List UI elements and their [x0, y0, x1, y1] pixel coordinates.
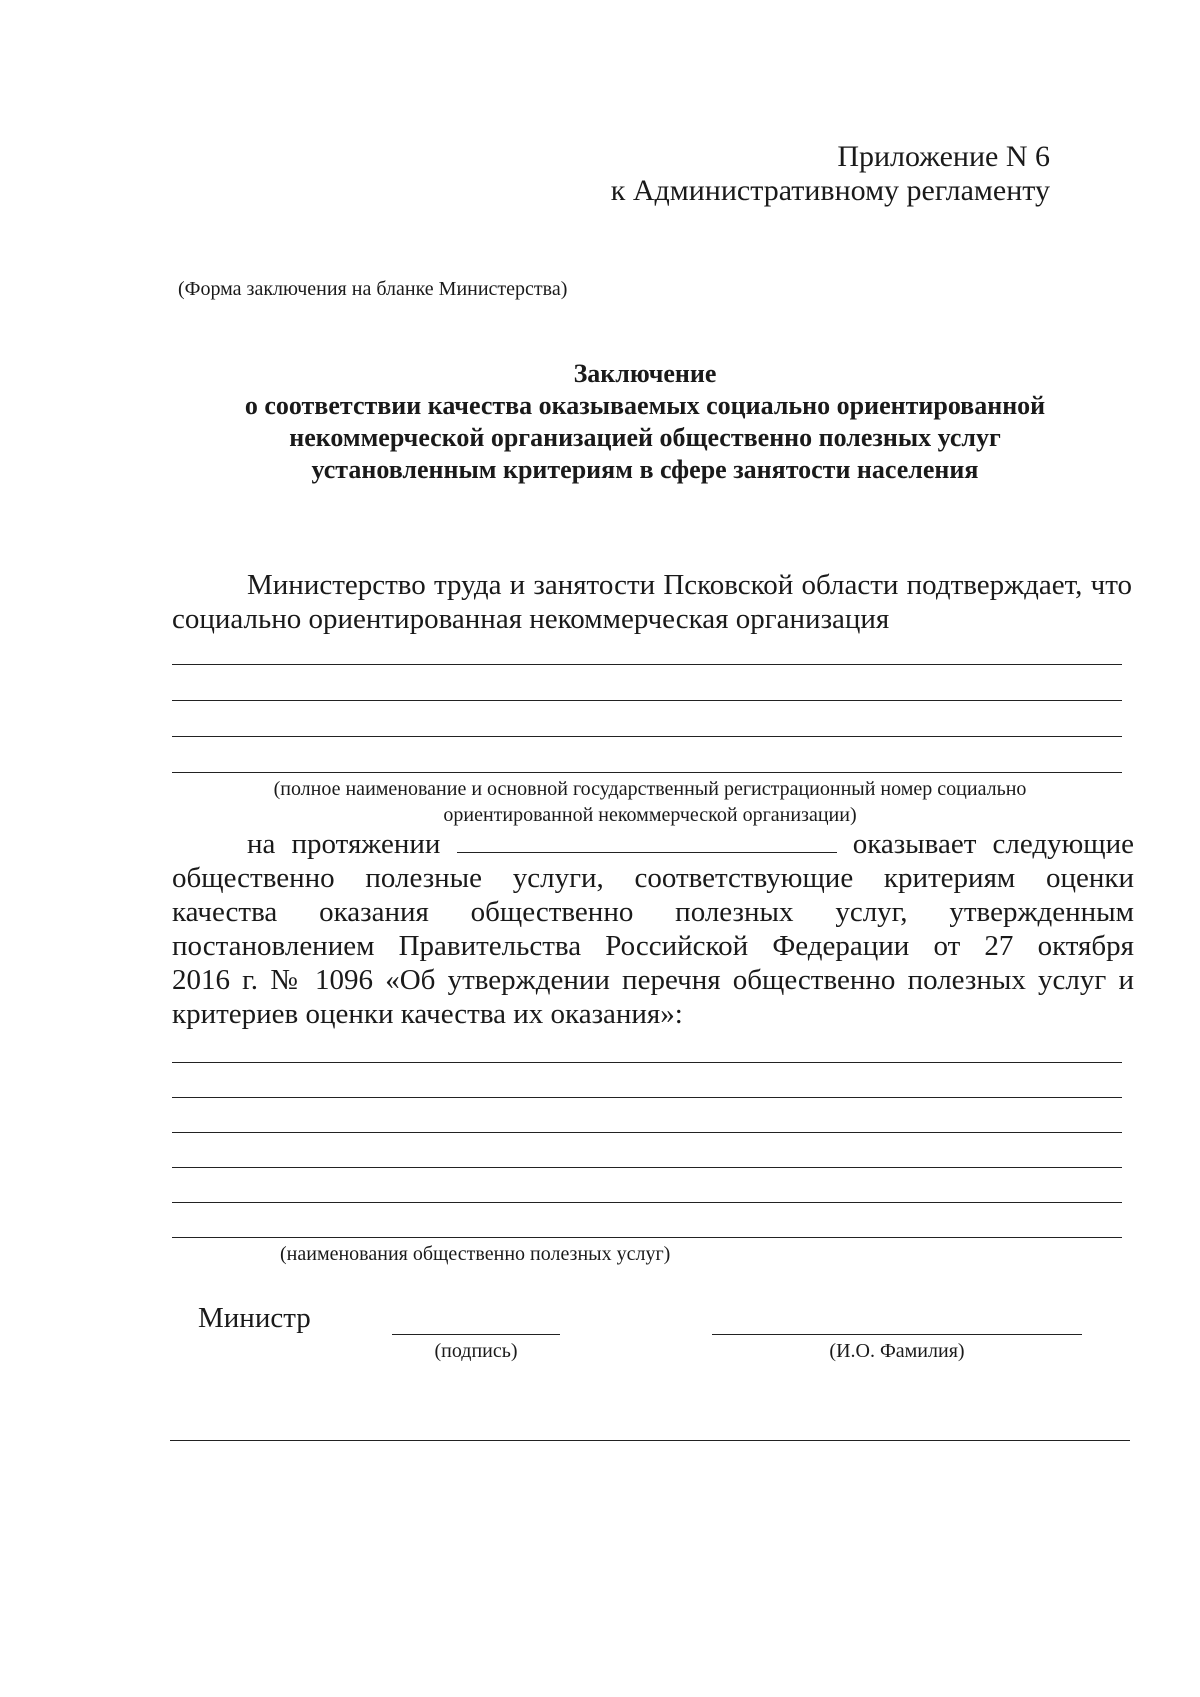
intro-paragraph [172, 568, 1132, 636]
services-line-4: постановлением Правительства Российской Федерации от 27 октября [172, 930, 1134, 962]
provides-label: оказывает следующие [852, 828, 1135, 860]
services-line-blank-6[interactable] [172, 1237, 1122, 1238]
appendix-header [450, 140, 1050, 208]
signatory-role: Министр [198, 1302, 311, 1334]
name-line[interactable] [712, 1334, 1082, 1335]
services-line-blank-1[interactable] [172, 1062, 1122, 1063]
form-note: (Форма заключения на бланке Министерства) [178, 278, 568, 300]
org-name-line-1[interactable] [172, 664, 1122, 665]
title-line-3: некоммерческой организацией общественно полезных услуг [289, 423, 1001, 452]
org-caption-line-2: ориентированной некоммерческой организации) [443, 804, 857, 826]
services-line-blank-2[interactable] [172, 1097, 1122, 1098]
services-caption: (наименования общественно полезных услуг) [280, 1243, 671, 1265]
services-line-blank-4[interactable] [172, 1167, 1122, 1168]
services-line-2: общественно полезные услуги, соответствующие критериям оценки [172, 862, 1134, 894]
document-title [170, 358, 1120, 486]
services-line-3: качества оказания общественно полезных услуг, утвержденным [172, 896, 1134, 928]
title-line-2: о соответствии качества оказываемых социально ориентированной [244, 391, 1046, 420]
signature-line[interactable] [392, 1334, 560, 1335]
services-line-5: 2016 г. № 1096 «Об утверждении перечня общественно полезных услуг и [172, 964, 1134, 996]
appendix-reference: к Административному регламенту [610, 174, 1050, 207]
name-caption: (И.О. Фамилия) [829, 1340, 965, 1362]
org-name-line-4[interactable] [172, 772, 1122, 773]
services-paragraph [172, 826, 1134, 1031]
title-line-1: Заключение [573, 359, 717, 388]
services-line-blank-3[interactable] [172, 1132, 1122, 1133]
title-line-4: установленным критериям в сфере занятости населения [311, 455, 979, 484]
signature-caption: (подпись) [434, 1340, 518, 1362]
services-line-6: критериев оценки качества их оказания»: [172, 998, 683, 1030]
appendix-number: Приложение N 6 [837, 140, 1050, 173]
period-blank[interactable] [457, 826, 837, 853]
services-line-1 [172, 826, 1134, 861]
org-name-line-3[interactable] [172, 736, 1122, 737]
org-caption-line-1: (полное наименование и основной государственный регистрационный номер социально [273, 778, 1027, 800]
org-caption [180, 776, 1120, 828]
bottom-rule [170, 1440, 1130, 1441]
services-line-blank-5[interactable] [172, 1202, 1122, 1203]
org-name-line-2[interactable] [172, 700, 1122, 701]
intro-text: Министерство труда и занятости Псковской области подтверждает, что социально ориентированная некоммерческая организация [172, 569, 1132, 635]
period-label: на протяжении [247, 828, 441, 860]
